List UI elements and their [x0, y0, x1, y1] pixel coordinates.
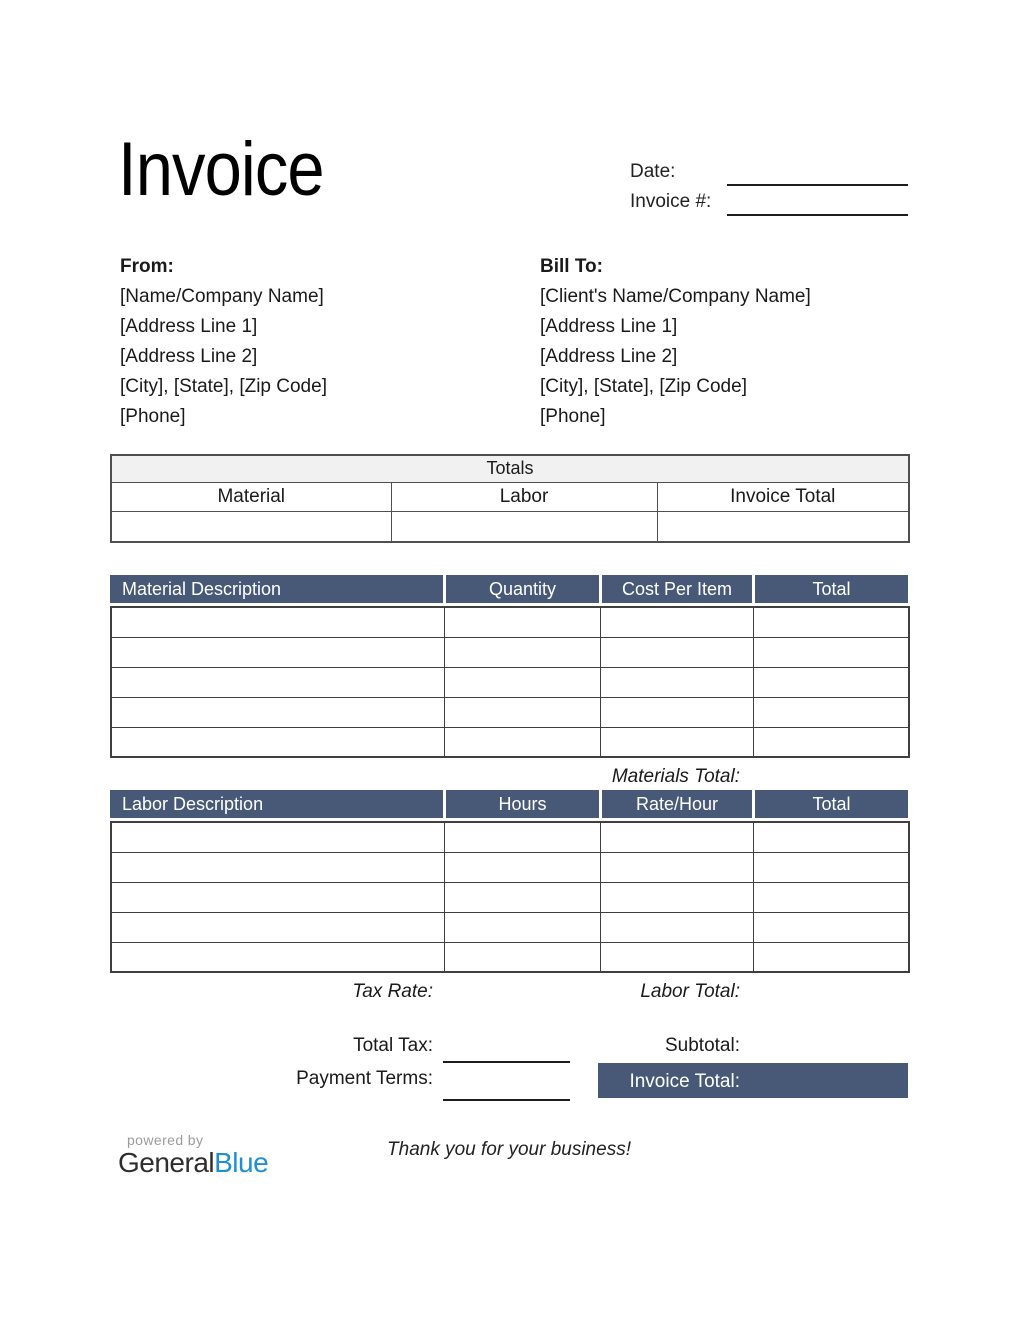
totals-column-labor: Labor	[391, 482, 657, 511]
labor-cell-rate[interactable]	[600, 942, 753, 972]
materials-cell-total[interactable]	[753, 697, 909, 727]
payment-terms-label: Payment Terms:	[296, 1068, 433, 1089]
materials-cell-total[interactable]	[753, 607, 909, 637]
labor-row	[111, 882, 909, 912]
labor-column-description: Labor Description	[110, 790, 443, 818]
bill-to-address2-placeholder[interactable]: [Address Line 2]	[540, 346, 678, 367]
from-phone-placeholder[interactable]: [Phone]	[120, 406, 186, 427]
materials-cell-description[interactable]	[111, 697, 444, 727]
labor-column-hours: Hours	[446, 790, 599, 818]
totals-material-value[interactable]	[111, 511, 391, 542]
materials-cell-quantity[interactable]	[444, 667, 600, 697]
materials-cell-cost[interactable]	[600, 607, 753, 637]
labor-table-header	[110, 790, 908, 818]
labor-cell-hours[interactable]	[444, 882, 600, 912]
from-address2-placeholder[interactable]: [Address Line 2]	[120, 346, 258, 367]
materials-cell-quantity[interactable]	[444, 697, 600, 727]
materials-column-total: Total	[755, 575, 908, 603]
materials-cell-total[interactable]	[753, 667, 909, 697]
labor-cell-rate[interactable]	[600, 912, 753, 942]
from-city-placeholder[interactable]: [City], [State], [Zip Code]	[120, 376, 327, 397]
brand-blue-text: Blue	[214, 1147, 269, 1178]
materials-table-body	[110, 606, 910, 758]
total-tax-input-line[interactable]	[443, 1061, 570, 1063]
materials-cell-quantity[interactable]	[444, 727, 600, 757]
materials-cell-description[interactable]	[111, 637, 444, 667]
brand-general-text: General	[118, 1147, 215, 1178]
materials-total-label: Materials Total:	[611, 766, 740, 787]
labor-cell-hours[interactable]	[444, 852, 600, 882]
materials-row	[111, 607, 909, 637]
totals-labor-value[interactable]	[391, 511, 657, 542]
materials-column-cost-per-item: Cost Per Item	[602, 575, 752, 603]
date-input-line[interactable]	[727, 184, 908, 186]
invoice-number-input-line[interactable]	[727, 214, 908, 216]
materials-cell-quantity[interactable]	[444, 607, 600, 637]
labor-cell-hours[interactable]	[444, 942, 600, 972]
materials-row	[111, 667, 909, 697]
invoice-total-label: Invoice Total:	[629, 1071, 740, 1092]
from-section	[120, 252, 327, 432]
labor-cell-total[interactable]	[753, 912, 909, 942]
bill-to-city-placeholder[interactable]: [City], [State], [Zip Code]	[540, 376, 747, 397]
totals-table	[110, 454, 910, 543]
labor-row	[111, 852, 909, 882]
materials-row	[111, 727, 909, 757]
materials-row	[111, 637, 909, 667]
materials-column-quantity: Quantity	[446, 575, 599, 603]
labor-table-body	[110, 821, 910, 973]
materials-cell-cost[interactable]	[600, 697, 753, 727]
labor-cell-total[interactable]	[753, 822, 909, 852]
tax-rate-label: Tax Rate:	[352, 981, 433, 1002]
materials-cell-quantity[interactable]	[444, 637, 600, 667]
labor-cell-rate[interactable]	[600, 882, 753, 912]
bill-to-name-placeholder[interactable]: [Client's Name/Company Name]	[540, 286, 811, 307]
materials-cell-cost[interactable]	[600, 727, 753, 757]
totals-table-title: Totals	[111, 455, 909, 482]
materials-row	[111, 697, 909, 727]
labor-cell-hours[interactable]	[444, 912, 600, 942]
payment-terms-input-line[interactable]	[443, 1099, 570, 1101]
labor-cell-description[interactable]	[111, 942, 444, 972]
labor-cell-rate[interactable]	[600, 822, 753, 852]
labor-cell-total[interactable]	[753, 852, 909, 882]
labor-cell-hours[interactable]	[444, 822, 600, 852]
labor-cell-total[interactable]	[753, 882, 909, 912]
from-address1-placeholder[interactable]: [Address Line 1]	[120, 316, 258, 337]
page-title: Invoice	[118, 127, 324, 212]
labor-cell-description[interactable]	[111, 852, 444, 882]
date-label: Date:	[630, 161, 676, 182]
invoice-number-label: Invoice #:	[630, 191, 712, 212]
labor-column-total: Total	[755, 790, 908, 818]
labor-cell-description[interactable]	[111, 912, 444, 942]
from-name-placeholder[interactable]: [Name/Company Name]	[120, 286, 324, 307]
bill-to-label: Bill To:	[540, 256, 603, 277]
totals-column-invoice-total: Invoice Total	[657, 482, 909, 511]
materials-cell-cost[interactable]	[600, 667, 753, 697]
labor-total-label: Labor Total:	[640, 981, 740, 1002]
bill-to-address1-placeholder[interactable]: [Address Line 1]	[540, 316, 678, 337]
labor-row	[111, 912, 909, 942]
materials-cell-cost[interactable]	[600, 637, 753, 667]
labor-cell-description[interactable]	[111, 822, 444, 852]
labor-cell-description[interactable]	[111, 882, 444, 912]
labor-row	[111, 942, 909, 972]
labor-column-rate: Rate/Hour	[602, 790, 752, 818]
materials-cell-total[interactable]	[753, 727, 909, 757]
totals-invoice-total-value[interactable]	[657, 511, 909, 542]
materials-cell-description[interactable]	[111, 607, 444, 637]
materials-cell-description[interactable]	[111, 727, 444, 757]
materials-cell-total[interactable]	[753, 637, 909, 667]
materials-column-description: Material Description	[110, 575, 443, 603]
total-tax-label: Total Tax:	[353, 1035, 433, 1056]
labor-row	[111, 822, 909, 852]
totals-column-material: Material	[111, 482, 391, 511]
labor-cell-rate[interactable]	[600, 852, 753, 882]
powered-by-label: powered by	[127, 1132, 204, 1148]
materials-cell-description[interactable]	[111, 667, 444, 697]
labor-cell-total[interactable]	[753, 942, 909, 972]
bill-to-phone-placeholder[interactable]: [Phone]	[540, 406, 606, 427]
thank-you-note: Thank you for your business!	[387, 1139, 631, 1160]
materials-table-header	[110, 575, 908, 603]
subtotal-label: Subtotal:	[665, 1035, 740, 1056]
bill-to-section	[540, 252, 811, 432]
from-label: From:	[120, 256, 174, 277]
